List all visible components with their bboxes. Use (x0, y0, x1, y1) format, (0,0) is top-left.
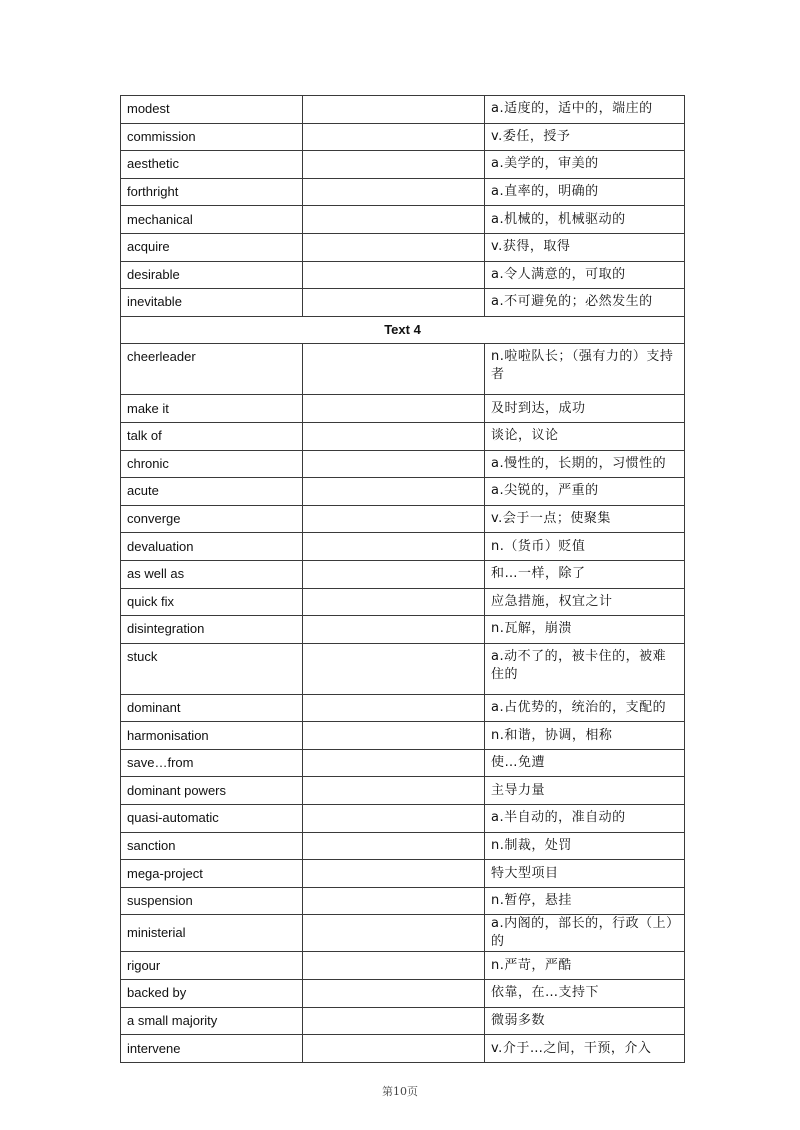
meaning-cell: v.会于一点；使聚集 (485, 505, 685, 533)
term-cell: intervene (121, 1035, 303, 1063)
term-cell: quick fix (121, 588, 303, 616)
meaning-cell: 主导力量 (485, 777, 685, 805)
blank-cell (303, 123, 485, 151)
blank-cell (303, 832, 485, 860)
meaning-cell: 依靠，在…支持下 (485, 980, 685, 1008)
table-row (121, 1035, 685, 1063)
meaning-cell: a.不可避免的；必然发生的 (485, 289, 685, 317)
table-row (121, 952, 685, 980)
meaning-cell: a.美学的，审美的 (485, 151, 685, 179)
blank-cell (303, 616, 485, 644)
term-cell: aesthetic (121, 151, 303, 179)
meaning-cell: a.令人满意的，可取的 (485, 261, 685, 289)
meaning-cell: 应急措施，权宜之计 (485, 588, 685, 616)
term-cell: a small majority (121, 1007, 303, 1035)
term-cell: acute (121, 478, 303, 506)
term-cell: stuck (121, 643, 303, 694)
term-cell: desirable (121, 261, 303, 289)
term-cell: mega-project (121, 860, 303, 888)
meaning-cell: a.内阁的，部长的，行政（上）的 (485, 915, 685, 952)
term-cell: dominant powers (121, 777, 303, 805)
blank-cell (303, 887, 485, 915)
term-cell: devaluation (121, 533, 303, 561)
meaning-cell: n.和谐，协调，相称 (485, 722, 685, 750)
blank-cell (303, 588, 485, 616)
meaning-cell: 特大型项目 (485, 860, 685, 888)
table-row (121, 505, 685, 533)
meaning-cell: n.严苛，严酷 (485, 952, 685, 980)
term-cell: cheerleader (121, 344, 303, 395)
blank-cell (303, 915, 485, 952)
blank-cell (303, 450, 485, 478)
table-row (121, 478, 685, 506)
term-cell: as well as (121, 560, 303, 588)
table-row (121, 533, 685, 561)
table-row (121, 344, 685, 395)
table-row (121, 616, 685, 644)
table-row (121, 395, 685, 423)
term-cell: harmonisation (121, 722, 303, 750)
blank-cell (303, 533, 485, 561)
term-cell: save…from (121, 749, 303, 777)
table-row (121, 233, 685, 261)
meaning-cell: n.制裁，处罚 (485, 832, 685, 860)
meaning-cell: v.介于…之间，干预，介入 (485, 1035, 685, 1063)
term-cell: quasi-automatic (121, 805, 303, 833)
term-cell: talk of (121, 422, 303, 450)
section-title: Text 4 (121, 316, 685, 344)
table-row (121, 860, 685, 888)
term-cell: sanction (121, 832, 303, 860)
meaning-cell: n.瓦解，崩溃 (485, 616, 685, 644)
term-cell: modest (121, 96, 303, 124)
meaning-cell: v.获得，取得 (485, 233, 685, 261)
blank-cell (303, 96, 485, 124)
meaning-cell: a.尖锐的，严重的 (485, 478, 685, 506)
table-row (121, 206, 685, 234)
table-row (121, 722, 685, 750)
table-row (121, 887, 685, 915)
meaning-cell: v.委任，授予 (485, 123, 685, 151)
term-cell: mechanical (121, 206, 303, 234)
table-row (121, 643, 685, 694)
table-row (121, 805, 685, 833)
term-cell: converge (121, 505, 303, 533)
blank-cell (303, 643, 485, 694)
blank-cell (303, 694, 485, 722)
meaning-cell: 使…免遭 (485, 749, 685, 777)
term-cell: inevitable (121, 289, 303, 317)
table-row (121, 777, 685, 805)
meaning-cell: 微弱多数 (485, 1007, 685, 1035)
term-cell: disintegration (121, 616, 303, 644)
table-row (121, 560, 685, 588)
blank-cell (303, 478, 485, 506)
meaning-cell: a.占优势的，统治的，支配的 (485, 694, 685, 722)
table-row (121, 915, 685, 952)
meaning-cell: n.啦啦队长；（强有力的）支持者 (485, 344, 685, 395)
table-row (121, 261, 685, 289)
blank-cell (303, 151, 485, 179)
table-row (121, 289, 685, 317)
term-cell: acquire (121, 233, 303, 261)
term-cell: ministerial (121, 915, 303, 952)
meaning-cell: n.暂停，悬挂 (485, 887, 685, 915)
page-number: 第10页 (382, 1085, 418, 1098)
blank-cell (303, 178, 485, 206)
blank-cell (303, 952, 485, 980)
blank-cell (303, 505, 485, 533)
meaning-cell: 和…一样，除了 (485, 560, 685, 588)
blank-cell (303, 344, 485, 395)
blank-cell (303, 206, 485, 234)
meaning-cell: a.半自动的，准自动的 (485, 805, 685, 833)
term-cell: make it (121, 395, 303, 423)
meaning-cell: a.动不了的，被卡住的，被难住的 (485, 643, 685, 694)
table-row (121, 832, 685, 860)
table-row (121, 96, 685, 124)
meaning-cell: a.直率的，明确的 (485, 178, 685, 206)
term-cell: dominant (121, 694, 303, 722)
blank-cell (303, 749, 485, 777)
blank-cell (303, 395, 485, 423)
term-cell: commission (121, 123, 303, 151)
blank-cell (303, 560, 485, 588)
meaning-cell: n.（货币）贬值 (485, 533, 685, 561)
table-row (121, 450, 685, 478)
blank-cell (303, 805, 485, 833)
blank-cell (303, 233, 485, 261)
table-row (121, 151, 685, 179)
meaning-cell: a.机械的，机械驱动的 (485, 206, 685, 234)
blank-cell (303, 289, 485, 317)
term-cell: backed by (121, 980, 303, 1008)
blank-cell (303, 777, 485, 805)
blank-cell (303, 860, 485, 888)
table-row (121, 694, 685, 722)
blank-cell (303, 1007, 485, 1035)
table-row (121, 123, 685, 151)
term-cell: chronic (121, 450, 303, 478)
table-row (121, 749, 685, 777)
meaning-cell: 及时到达，成功 (485, 395, 685, 423)
table-row (121, 178, 685, 206)
blank-cell (303, 422, 485, 450)
term-cell: suspension (121, 887, 303, 915)
vocabulary-table-body (121, 96, 685, 1063)
vocabulary-table (120, 95, 685, 1063)
table-row (121, 422, 685, 450)
blank-cell (303, 722, 485, 750)
blank-cell (303, 980, 485, 1008)
blank-cell (303, 261, 485, 289)
meaning-cell: a.适度的，适中的，端庄的 (485, 96, 685, 124)
section-row (121, 316, 685, 344)
meaning-cell: 谈论，议论 (485, 422, 685, 450)
term-cell: forthright (121, 178, 303, 206)
meaning-cell: a.慢性的，长期的，习惯性的 (485, 450, 685, 478)
table-row (121, 1007, 685, 1035)
table-row (121, 980, 685, 1008)
term-cell: rigour (121, 952, 303, 980)
blank-cell (303, 1035, 485, 1063)
table-row (121, 588, 685, 616)
